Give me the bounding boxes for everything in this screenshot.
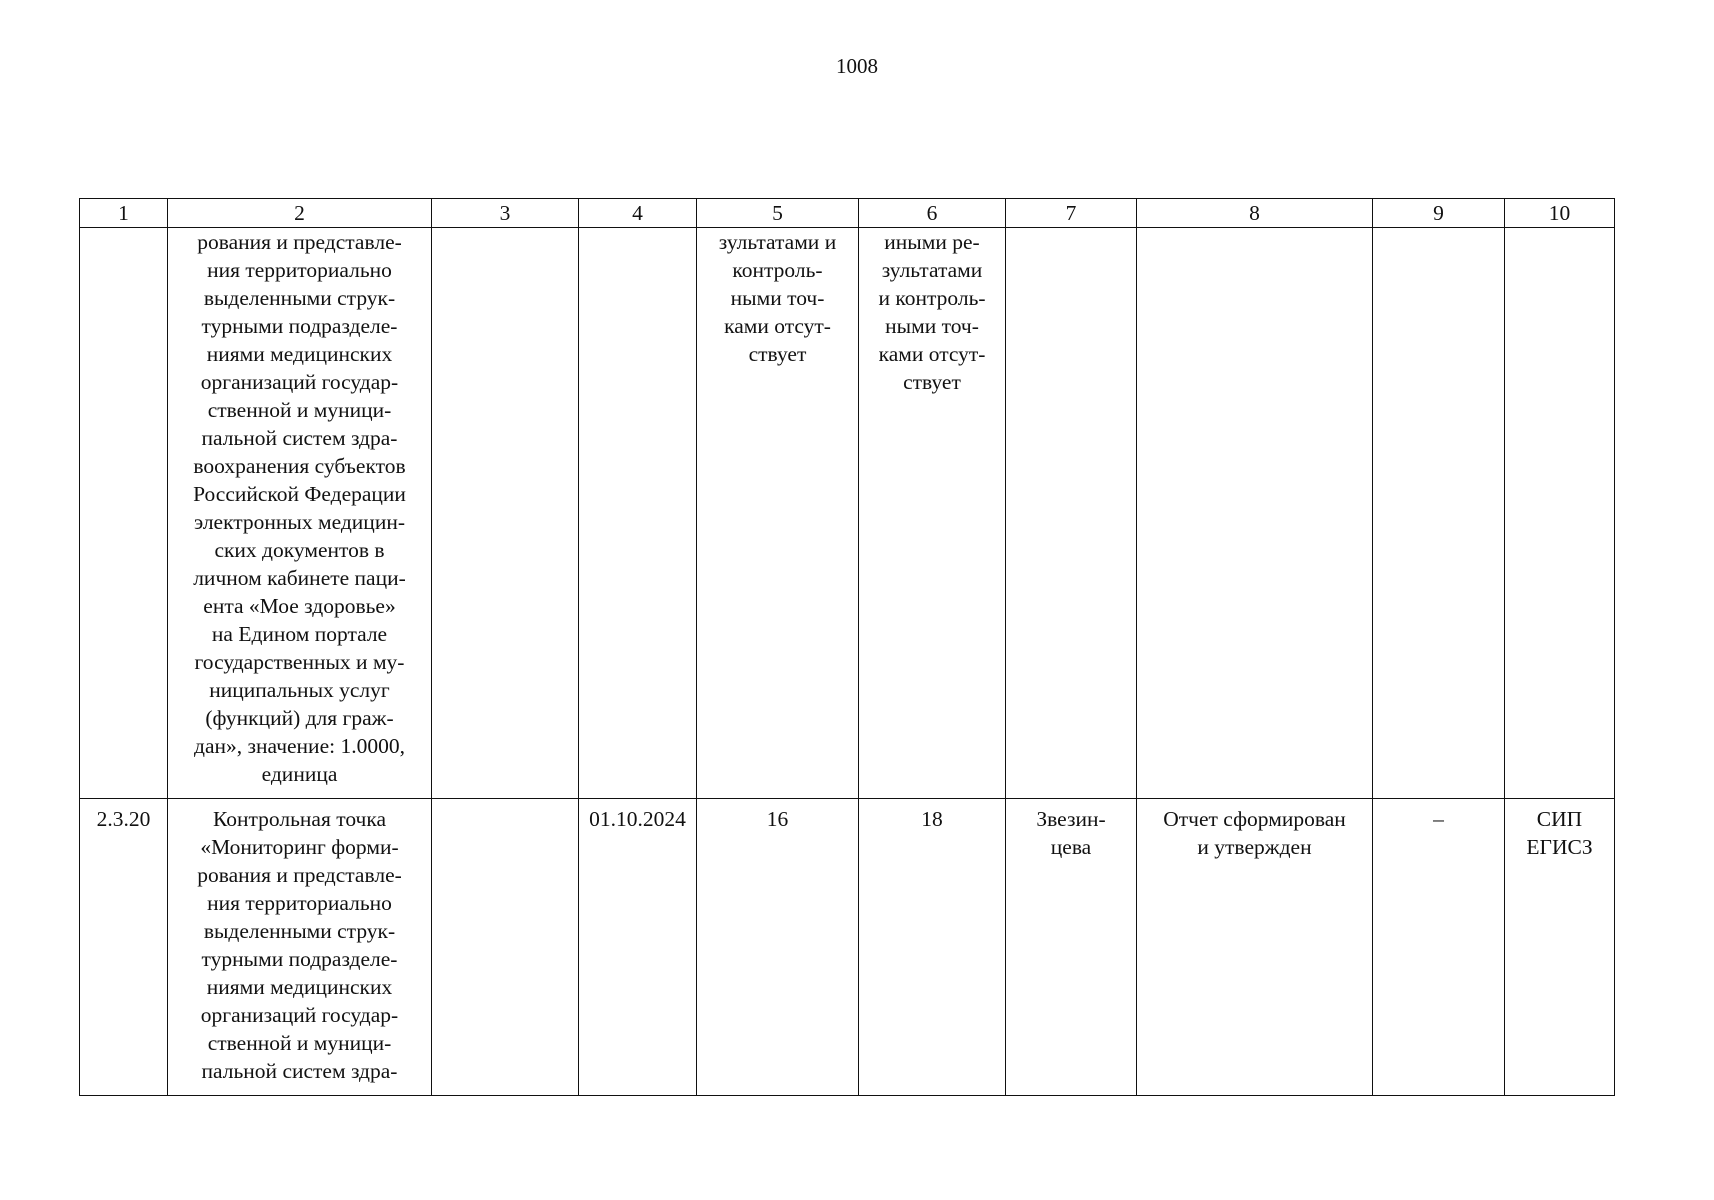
text-line: рования и представле-	[197, 863, 402, 887]
cell-col-5: 16	[697, 799, 859, 1096]
text-line: ками отсут-	[878, 342, 986, 366]
text-line: организаций государ-	[200, 370, 399, 394]
text-line: электронных медицин-	[193, 510, 405, 534]
text-line: цева	[1050, 835, 1092, 859]
text-line: и утвержден	[1197, 835, 1312, 859]
text-line: турными подразделе-	[201, 947, 398, 971]
text-line: единица	[261, 762, 338, 786]
text-line: выделенными струк-	[203, 286, 396, 310]
text-line: ента «Мое здоровье»	[203, 594, 396, 618]
text-line: контроль-	[732, 258, 823, 282]
text-line: ниями медицинских	[206, 342, 393, 366]
text-line: турными подразделе-	[201, 314, 398, 338]
cell-col-5	[697, 228, 859, 799]
text-line: государственных и му-	[194, 650, 405, 674]
text-line: воохранения субъектов	[193, 454, 406, 478]
cell-col-2	[168, 228, 432, 799]
text-line: ствует	[903, 370, 961, 394]
text-line: на Едином портале	[211, 622, 388, 646]
table-header	[80, 199, 1615, 228]
text-line: ния территориально	[207, 258, 392, 282]
text-line: ских документов в	[214, 538, 385, 562]
text-line: (функций) для граж-	[205, 706, 394, 730]
text-line: ствует	[748, 342, 807, 366]
cell-col-10	[1505, 228, 1615, 799]
header-col-10: 10	[1505, 199, 1615, 228]
text-line: личном кабинете паци-	[193, 566, 406, 590]
text-line: ниями медицинских	[206, 975, 393, 999]
text-line: ния территориально	[207, 891, 392, 915]
header-col-7: 7	[1006, 199, 1137, 228]
cell-row-number: 2.3.20	[80, 799, 168, 1096]
text-line: рования и представле-	[197, 230, 402, 254]
text-line: ными точ-	[885, 314, 979, 338]
text-line: организаций государ-	[200, 1003, 399, 1027]
header-col-8: 8	[1137, 199, 1373, 228]
text-line: Отчет сформирован	[1163, 807, 1346, 831]
text-line: ственной и муници-	[207, 398, 392, 422]
cell-col-6: 18	[859, 799, 1006, 1096]
header-col-4: 4	[579, 199, 697, 228]
cell-responsible	[1006, 799, 1137, 1096]
text-line: Контрольная точка	[212, 807, 387, 831]
page-number: 1008	[836, 54, 878, 78]
text-line: ными точ-	[730, 286, 825, 310]
text-line: ниципальных услуг	[209, 678, 390, 702]
cell-col-9: –	[1373, 799, 1505, 1096]
table-row	[80, 228, 1615, 799]
cell-col-9	[1373, 228, 1505, 799]
header-col-2: 2	[168, 199, 432, 228]
text-line: Российской Федерации	[193, 482, 406, 506]
cell-col-3	[432, 228, 579, 799]
document-table	[79, 198, 1615, 1096]
cell-col-1	[80, 228, 168, 799]
header-col-6: 6	[859, 199, 1006, 228]
cell-col-8	[1137, 228, 1373, 799]
text-line: выделенными струк-	[203, 919, 396, 943]
text-line: и контроль-	[878, 286, 986, 310]
cell-result	[1137, 799, 1373, 1096]
text-line: Звезин-	[1036, 807, 1106, 831]
cell-col-3	[432, 799, 579, 1096]
text-line: ЕГИСЗ	[1526, 835, 1593, 859]
text-line: зультатами и	[718, 230, 837, 254]
cell-col-6	[859, 228, 1006, 799]
text-line: пальной систем здра-	[201, 426, 398, 450]
text-line: дан», значение: 1.0000,	[194, 734, 405, 758]
cell-date: 01.10.2024	[579, 799, 697, 1096]
text-line: пальной систем здра-	[201, 1059, 398, 1083]
cell-col-7	[1006, 228, 1137, 799]
header-col-5: 5	[697, 199, 859, 228]
text-line: СИП	[1536, 807, 1583, 831]
cell-col-4	[579, 228, 697, 799]
table-row	[80, 799, 1615, 1096]
text-line: иными ре-	[884, 230, 980, 254]
text-line: зультатами	[881, 258, 983, 282]
header-col-1: 1	[80, 199, 168, 228]
text-line: «Мониторинг форми-	[200, 835, 399, 859]
cell-col-2	[168, 799, 432, 1096]
header-col-3: 3	[432, 199, 579, 228]
header-col-9: 9	[1373, 199, 1505, 228]
cell-system	[1505, 799, 1615, 1096]
header-row	[80, 199, 1615, 228]
text-line: ственной и муници-	[207, 1031, 392, 1055]
text-line: ками отсут-	[724, 314, 831, 338]
